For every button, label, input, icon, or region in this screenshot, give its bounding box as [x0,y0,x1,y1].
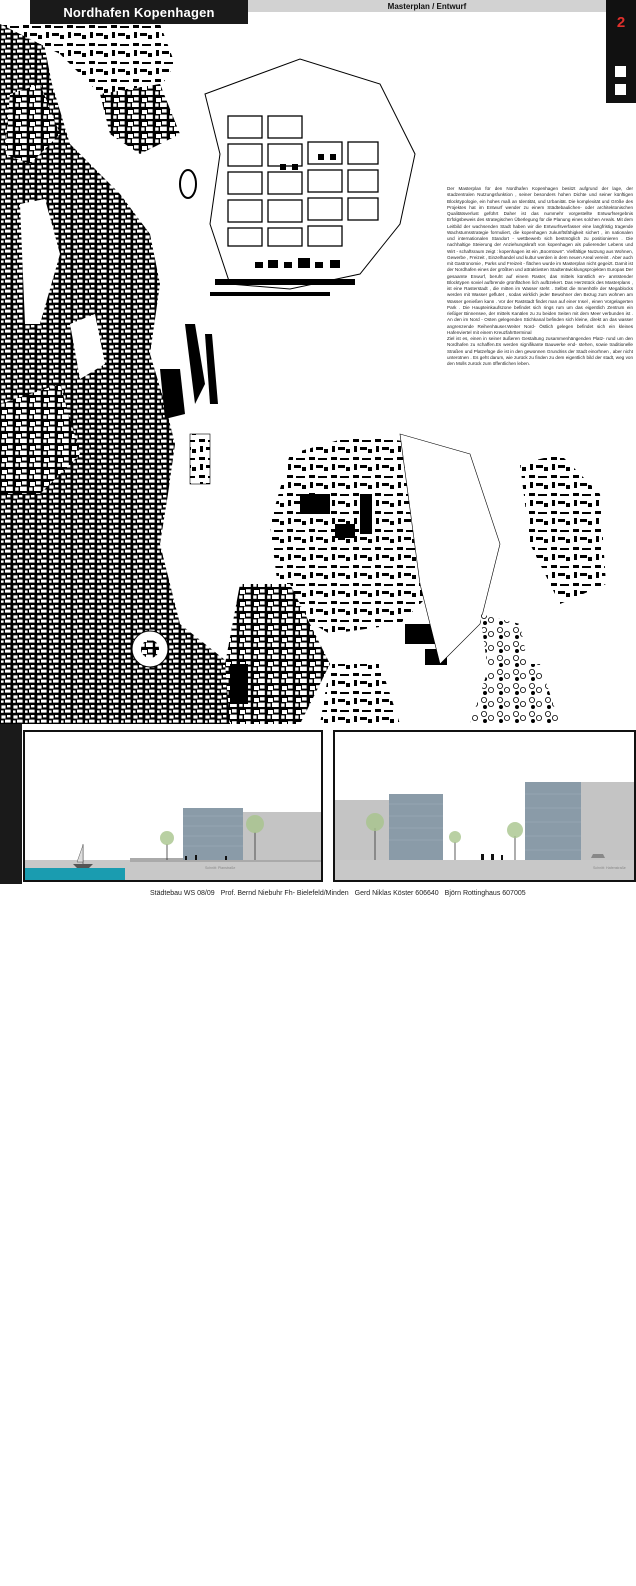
figure-ground-map [0,24,606,724]
scale-bar [0,724,22,1586]
scale-label: Schwarzplan M 1 : 10.000 [3,1465,14,1586]
masterplan-description: Der Masterplan für den Nordhafen Kopenhagen besitzt aufgrund der lage, der stadzentralen Nutzungsfunktion , seiner besonders hohen Dichte und seiner künftigen Blocktypologie, ein hohes maß an Identität, und Urbanität. Die komplexität und Größe des Projektes hat im Entwurf wender zu einem Städtebaulichen- oder architektonischen Qualitätsverlust geführt Daher ist das nummehr vorgestellte Entwurfsergebnis Erfolgsbeweis des strategischen Überlegung für die Planung eines solchen Areals. Mit dem Leitbild der wachsenden Stadt haben wir die Entwurfsverfasser eine langfristig tragende Wachstumsstrategie formuliert, die kopenhagen zukunftsfähigkeit sichert , im nationalen und internationalen Standort - wettbewerb sich bestmöglich zu positionieren . Die nachhaltige Steierung der Anziehungskraft von kopenhagen als pulierender Lebens und Wirt - schaftsraum zeigt : kopenhagen ist ein „Boomtown". Vielfältige Nutzung aus Wohnen, Gewerbe , Freizeit , Einzelhandel und kultur werden in dem neuen Areal vereint . Aber auch mit Gastronomie , Parks und Freizeit - flächen wurde im Masterplan nicht gegeizt. Damit ist der Nordhafen eines der größten und attraktivsten Stadtentwicklungsprojekten Europas Der gesaamte Enwurf, beruht auf einem Raster, das mittels künstlich en- anntstender Blocktypen soviel aufbrende grünflächen lich aufbzekert. Das Herzstück des Masterplans , ist eine Rasterstadt , die mitten im Wasser steht . Selbst die Innenhöfe der Megablocks werden mit Wasser geflutet , sodas wirklich jeder Bewohner den Bezug zum wohnen am Wasser genießen kann . Vor der Raststadt findet man auf einer Insel , einen Vorgelagerten Park . Die Haupteinkaufszone befindet sich rings rum um das eigentlich Zentrum ein rießiger Binnensee, der mittels Kanälen zu zu beiden Seiten mit dem Meer verbunden ist . An den im Nord - Osten gelegenden Stichkanal befinden sich kleine, direkt an das wasser angrenzende Reihenhäuser.Weiter Nord- Östlich gelegen befindet sich ein kleines Hafenviertel mit einem Kreuzfahrtterminal Ziel ist es, einen in seiner äußeren Gestaltung zusammenhängenden Platz- rund um den Nordhafen zu schaffen.Es werden signifikante Bauwerke end- stehen, sowie traditionelle Straßen und Platzefüge die ist in den gewonnen Grundriss der Stadt einorhnen , aber nicht unterotnen . Es geht darum, wie zurück zu finden zu dem eigentlich bild der stadt, weg von den Molls zurück zum öffentlichen leben. [447,186,633,366]
poster-title: Nordhafen Kopenhagen [30,0,248,24]
page-number: 2 [616,14,626,31]
section-right-caption: Schnitt: Hafenstraße [593,866,626,870]
footer [150,886,636,900]
section-right-frame [333,730,636,882]
section-left-drawing [25,732,321,880]
section-left-caption: Schnitt: Planstraße [205,866,236,870]
footer-author-1: Gerd Niklas Köster 606640 [354,889,439,897]
badge-square-bottom [615,84,626,95]
footer-professor: Prof. Bernd Niebuhr Fh- Bielefeld/Minden [220,889,349,897]
page-badge [606,0,636,103]
section-left-frame [23,730,323,882]
footer-author-2: Björn Rottinghaus 607005 [444,889,526,897]
map-drawing [0,24,606,724]
footer-course: Städtebau WS 08/09 [150,889,215,897]
section-right-drawing [335,732,634,880]
badge-square-top [615,66,626,77]
poster-subtitle: Masterplan / Entwurf [248,0,606,12]
